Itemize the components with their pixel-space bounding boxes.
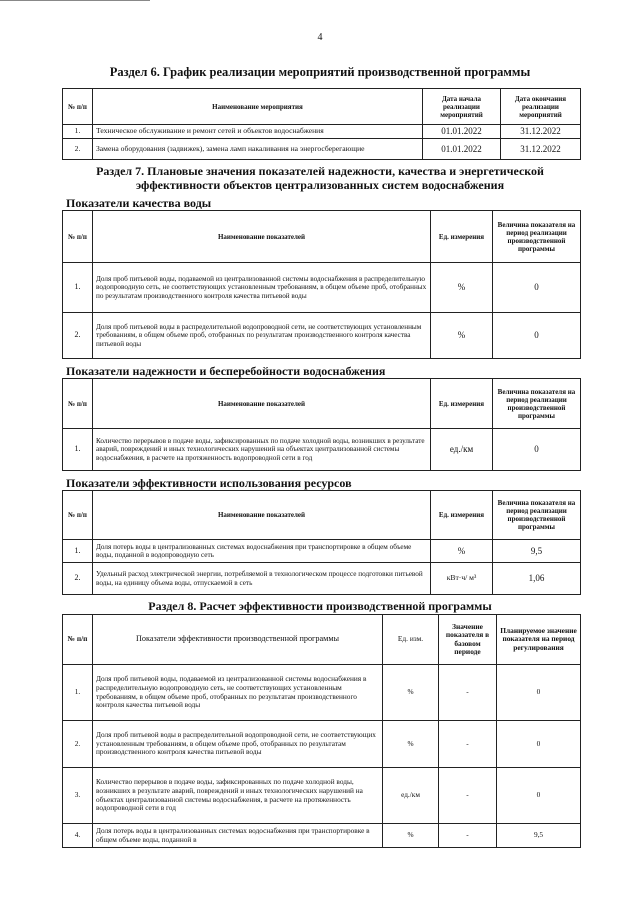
- reliability-subtitle: Показатели надежности и бесперебойности водоснабжения: [66, 364, 386, 378]
- section8-title: Раздел 8. Расчет эффективности производственной программы: [148, 599, 492, 613]
- col-header-value: Величина показателя на период реализации производственной программы: [493, 491, 581, 540]
- row-unit: %: [383, 665, 439, 721]
- table-header-row: [63, 379, 581, 429]
- row-number: 1.: [63, 263, 93, 313]
- row-plan: 0: [497, 665, 581, 721]
- col-header-value: Величина показателя на период реализации производственной программы: [493, 379, 581, 429]
- col-header-value: Величина показателя на период реализации производственной программы: [493, 211, 581, 263]
- section6-title: Раздел 6. График реализации мероприятий производственной программы: [109, 65, 531, 79]
- section6-table: [62, 88, 581, 160]
- col-header-name: Наименование показателей: [93, 491, 431, 540]
- col-header-num: № п/п: [63, 615, 93, 665]
- col-header-base: Значение показателя в базовом периоде: [439, 615, 497, 665]
- col-header-name: Наименование мероприятия: [93, 89, 423, 125]
- row-end-date: 31.12.2022: [501, 139, 581, 160]
- row-value: 0: [493, 313, 581, 359]
- row-number: 1.: [63, 665, 93, 721]
- section7-title-line1: Раздел 7. Плановые значения показателей надежности, качества и энергетической: [96, 164, 544, 178]
- table-row: [63, 429, 581, 471]
- row-end-date: 31.12.2022: [501, 125, 581, 139]
- row-unit: кВт·ч/ м³: [431, 563, 493, 595]
- row-plan: 0: [497, 768, 581, 824]
- row-base: -: [439, 768, 497, 824]
- col-header-plan: Планируемое значение показателя на период регулирования: [497, 615, 581, 665]
- row-name: Доля проб питьевой воды, подаваемой из централизованной системы водоснабжения в распределительную водопроводную сеть, не соответствующих установленным требованиям, в общем объеме проб, отобранных по результатам производственного контроля качества питьевой воды: [93, 263, 431, 313]
- col-header-unit: Ед. измерения: [431, 491, 493, 540]
- row-value: 9,5: [493, 540, 581, 563]
- row-unit: %: [431, 313, 493, 359]
- row-number: 2.: [63, 721, 93, 768]
- col-header-end: Дата окончания реализации мероприятий: [501, 89, 581, 125]
- row-name: Доля проб питьевой воды в распределительной водопроводной сети, не соответствующих установленным требованиям, в общем объеме проб, отобранных по результатам производственного контроля качества питьевой воды: [93, 721, 383, 768]
- table-header-row: [63, 491, 581, 540]
- row-name: Техническое обслуживание и ремонт сетей и объектов водоснабжения: [93, 125, 423, 139]
- reliability-table: [62, 378, 581, 471]
- row-number: 1.: [63, 125, 93, 139]
- page-number: 4: [317, 32, 323, 43]
- row-plan: 0: [497, 721, 581, 768]
- row-name: Доля потерь воды в централизованных системах водоснабжения при транспортировке в общем объеме воды, поданной в: [93, 824, 383, 848]
- efficiency-subtitle: Показатели эффективности использования ресурсов: [66, 476, 352, 490]
- col-header-unit: Ед. изм.: [383, 615, 439, 665]
- row-start-date: 01.01.2022: [423, 125, 501, 139]
- col-header-num: № п/п: [63, 491, 93, 540]
- col-header-start: Дата начала реализации мероприятий: [423, 89, 501, 125]
- col-header-num: № п/п: [63, 211, 93, 263]
- table-row: [63, 563, 581, 595]
- col-header-unit: Ед. измерения: [431, 379, 493, 429]
- table-row: [63, 665, 581, 721]
- row-unit: %: [431, 540, 493, 563]
- quality-table: [62, 210, 581, 359]
- row-name: Удельный расход электрической энергии, потребляемой в технологическом процессе подготовки питьевой воды, на единицу объема воды, отпускаемой в сеть: [93, 563, 431, 595]
- table-row: [63, 139, 581, 160]
- table-row: [63, 721, 581, 768]
- row-number: 3.: [63, 768, 93, 824]
- row-number: 2.: [63, 139, 93, 160]
- table-row: [63, 263, 581, 313]
- col-header-num: № п/п: [63, 379, 93, 429]
- section7-title-line2: эффективности объектов централизованных систем водоснабжения: [135, 178, 505, 192]
- row-name: Количество перерывов в подаче воды, зафиксированных по подаче холодной воды, возникших в результате аварий, повреждений и иных технологических нарушений на объектах централизованной системы водоснабжения, в расчете на протяженность водопроводной сети в год: [93, 429, 431, 471]
- col-header-unit: Ед. измерения: [431, 211, 493, 263]
- table-row: [63, 313, 581, 359]
- row-unit: %: [431, 263, 493, 313]
- row-number: 1.: [63, 540, 93, 563]
- row-number: 4.: [63, 824, 93, 848]
- row-name: Доля проб питьевой воды в распределительной водопроводной сети, не соответствующих установленным требованиям, в общем объеме проб, отобранных по результатам производственного контроля качества питьевой воды: [93, 313, 431, 359]
- col-header-name: Показатели эффективности производственной программы: [93, 615, 383, 665]
- col-header-num: № п/п: [63, 89, 93, 125]
- table-header-row: [63, 615, 581, 665]
- row-number: 2.: [63, 563, 93, 595]
- row-unit: ед./км: [431, 429, 493, 471]
- efficiency-table: [62, 490, 581, 595]
- table-row: [63, 768, 581, 824]
- row-unit: ед./км: [383, 768, 439, 824]
- row-value: 1,06: [493, 563, 581, 595]
- table-row: [63, 824, 581, 848]
- col-header-name: Наименование показателей: [93, 211, 431, 263]
- row-value: 0: [493, 263, 581, 313]
- row-name: Доля потерь воды в централизованных системах водоснабжения при транспортировке в общем объеме воды, поданной в водопроводную сеть: [93, 540, 431, 563]
- row-plan: 9,5: [497, 824, 581, 848]
- row-name: Замена оборудования (задвижек), замена ламп накаливания на энергосберегающие: [93, 139, 423, 160]
- row-base: -: [439, 824, 497, 848]
- row-number: 1.: [63, 429, 93, 471]
- table-header-row: [63, 89, 581, 125]
- row-base: -: [439, 665, 497, 721]
- row-name: Доля проб питьевой воды, подаваемой из централизованной системы водоснабжения в распределительную водопроводную сеть, не соответствующих установленным требованиям, в общем объеме проб, отобранных по результатам производственного контроля качества питьевой воды: [93, 665, 383, 721]
- quality-subtitle: Показатели качества воды: [66, 196, 212, 210]
- scan-edge-line: [0, 0, 150, 1]
- row-value: 0: [493, 429, 581, 471]
- row-name: Количество перерывов в подаче воды, зафиксированных по подаче холодной воды, возникших в результате аварий, повреждений и иных технологических нарушений на объектах централизованной системы водоснабжения, в расчете на протяженность водопроводной сети в год: [93, 768, 383, 824]
- row-number: 2.: [63, 313, 93, 359]
- table-row: [63, 540, 581, 563]
- row-unit: %: [383, 824, 439, 848]
- col-header-name: Наименование показателей: [93, 379, 431, 429]
- row-unit: %: [383, 721, 439, 768]
- section8-table: [62, 614, 581, 848]
- row-base: -: [439, 721, 497, 768]
- table-row: [63, 125, 581, 139]
- row-start-date: 01.01.2022: [423, 139, 501, 160]
- table-header-row: [63, 211, 581, 263]
